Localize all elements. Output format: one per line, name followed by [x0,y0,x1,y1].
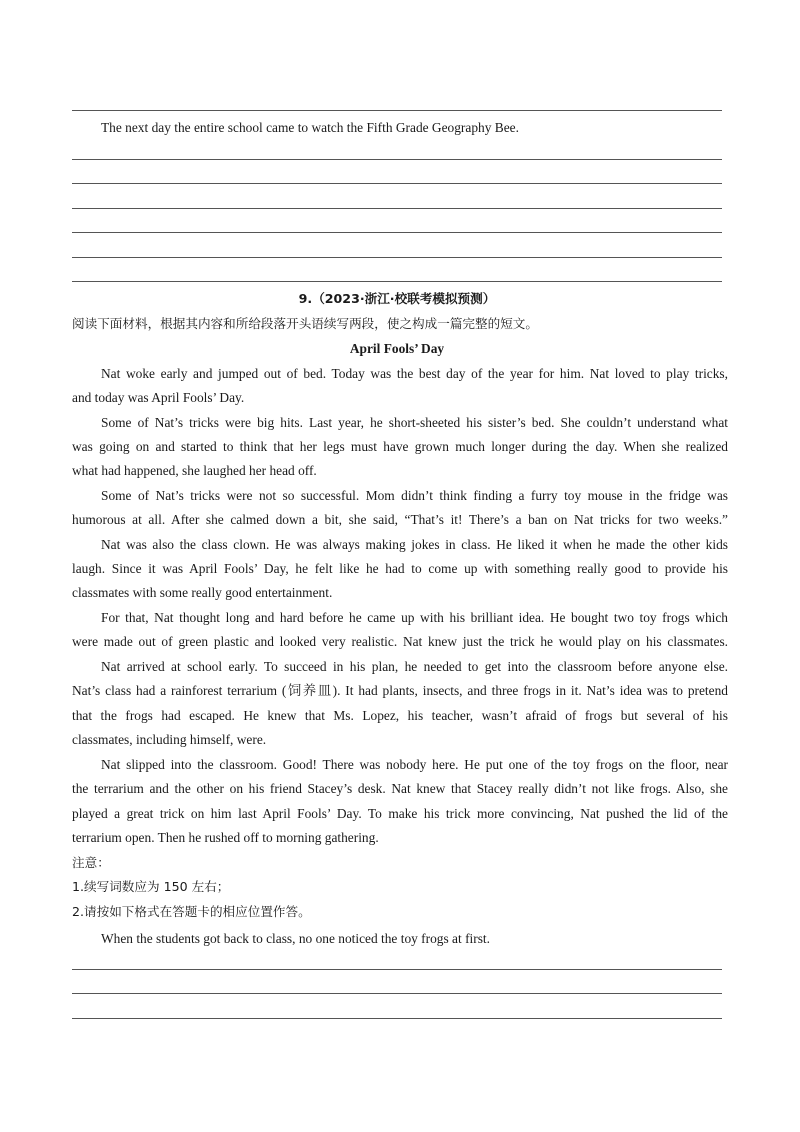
passage-line: the terrarium and the other on his friend Stacey’s desk. Nat knew that Stacey really didn’t not like frogs. Also, she [72,781,728,796]
answer-line [72,1018,722,1019]
passage-line: Nat arrived at school early. To succeed in his plan, he needed to get into the classroom before anyone else. [101,659,728,674]
passage-line: laugh. Since it was April Fools’ Day, he felt like he had to come up with something really good to provide his [72,561,728,576]
passage-line: terrarium open. Then he rushed off to morning gathering. [72,830,379,845]
passage-line: classmates with some really good entertainment. [72,585,333,600]
answer-line [72,110,722,111]
paragraph-start-sentence: When the students got back to class, no one noticed the toy frogs at first. [101,931,490,946]
passage-line: For that, Nat thought long and hard before he came up with his brilliant idea. He bought two toy frogs which [101,610,728,625]
answer-line [72,159,722,160]
passage-line: was going on and started to think that her legs must have grown much longer during the day. When she realized [72,439,728,454]
paragraph-start-sentence: The next day the entire school came to watch the Fifth Grade Geography Bee. [101,120,519,135]
answer-line [72,969,722,970]
answer-line [72,257,722,258]
passage-line: Nat’s class had a rainforest terrarium (饲养皿). It had plants, insects, and three frogs in it. Nat’s idea was to pretend [72,683,728,698]
note-item: 1.续写词数应为 150 左右； [72,879,230,894]
answer-line [72,183,722,184]
passage-line: what had happened, she laughed her head off. [72,463,317,478]
answer-line [72,993,722,994]
passage-line: Nat slipped into the classroom. Good! There was nobody here. He put one of the toy frogs on the floor, near [101,757,728,772]
answer-line [72,208,722,209]
answer-line [72,232,722,233]
passage-line: played a great trick on him last April Fools’ Day. To make his trick more convincing, Nat pushed the lid of the [72,806,728,821]
passage-line: Some of Nat’s tricks were not so successful. Mom didn’t think finding a furry toy mouse in the fridge was [101,488,728,503]
passage-line: classmates, including himself, were. [72,732,267,747]
passage-line: Nat woke early and jumped out of bed. Today was the best day of the year for him. Nat loved to play tricks, [101,366,728,381]
passage-title: April Fools’ Day [349,341,445,356]
answer-line [72,281,722,282]
note-item: 2.请按如下格式在答题卡的相应位置作答。 [72,904,311,919]
passage-line: humorous at all. After she calmed down a bit, she said, “That’s it! There’s a ban on Nat tricks for two weeks.” [72,512,728,527]
question-number-source: 9.（2023·浙江·校联考模拟预测） [298,291,496,306]
notes-label: 注意： [72,855,110,870]
passage-line: were made out of green plastic and looked very realistic. Nat knew just the trick he would play on his classmates. [72,634,728,649]
instruction-text: 阅读下面材料，根据其内容和所给段落开头语续写两段，使之构成一篇完整的短文。 [72,316,538,331]
passage-line: and today was April Fools’ Day. [72,390,245,405]
passage-line: that the frogs had escaped. He knew that Ms. Lopez, his teacher, wasn’t afraid of frogs but several of his [72,708,728,723]
passage-line: Some of Nat’s tricks were big hits. Last year, he short-sheeted his sister’s bed. She couldn’t understand what [101,415,728,430]
passage-line: Nat was also the class clown. He was always making jokes in class. He liked it when he made the other kids [101,537,728,552]
